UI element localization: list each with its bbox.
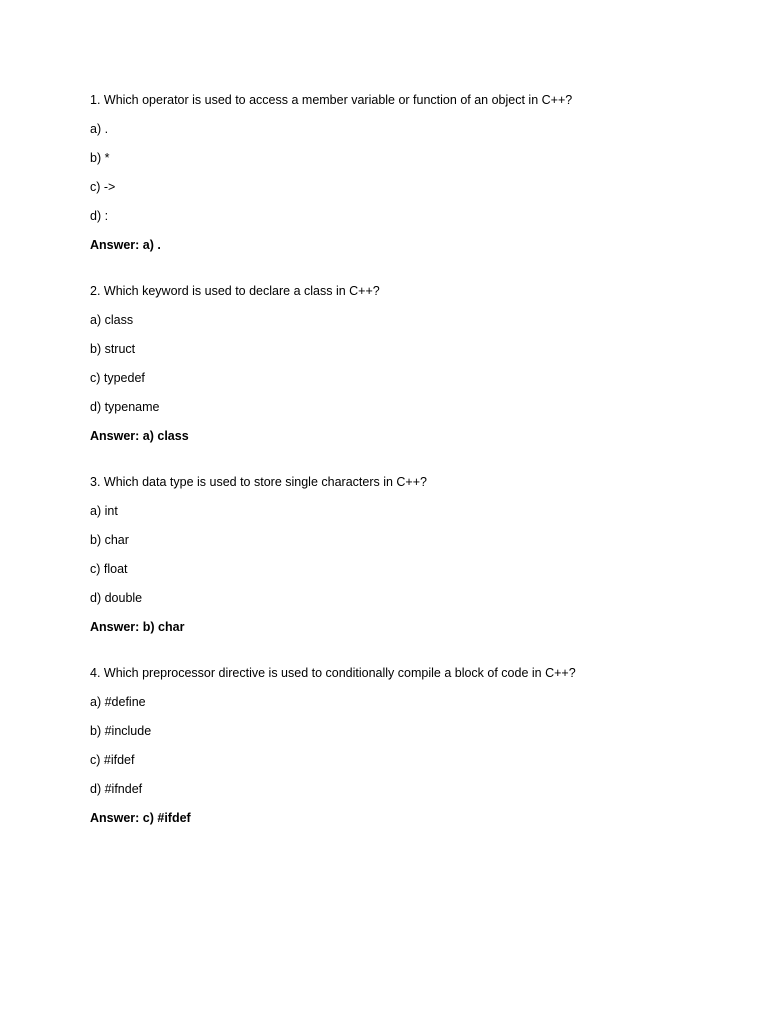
option-d: d) #ifndef (90, 782, 143, 796)
question-block-3 (90, 474, 730, 636)
answer-text: Answer: a) class (90, 429, 189, 443)
option-c: c) typedef (90, 371, 145, 385)
answer-text: Answer: c) #ifdef (90, 811, 191, 825)
document-page (90, 92, 730, 856)
option-b: b) * (90, 151, 110, 165)
question-text: 2. Which keyword is used to declare a class in C++? (90, 284, 380, 298)
question-text: 4. Which preprocessor directive is used to conditionally compile a block of code in C++? (90, 666, 576, 680)
answer-text: Answer: b) char (90, 620, 185, 634)
option-d: d) : (90, 209, 109, 223)
option-c: c) #ifdef (90, 753, 135, 767)
question-block-1 (90, 92, 730, 254)
option-a: a) class (90, 313, 134, 327)
option-b: b) #include (90, 724, 152, 738)
option-a: a) #define (90, 695, 146, 709)
option-d: d) typename (90, 400, 160, 414)
option-a: a) int (90, 504, 118, 518)
question-block-2 (90, 283, 730, 445)
question-block-4 (90, 665, 730, 827)
option-b: b) char (90, 533, 129, 547)
option-c: c) float (90, 562, 128, 576)
option-b: b) struct (90, 342, 136, 356)
option-a: a) . (90, 122, 109, 136)
option-c: c) -> (90, 180, 116, 194)
question-text: 1. Which operator is used to access a member variable or function of an object in C++? (90, 93, 573, 107)
option-d: d) double (90, 591, 143, 605)
question-text: 3. Which data type is used to store single characters in C++? (90, 475, 427, 489)
answer-text: Answer: a) . (90, 238, 161, 252)
